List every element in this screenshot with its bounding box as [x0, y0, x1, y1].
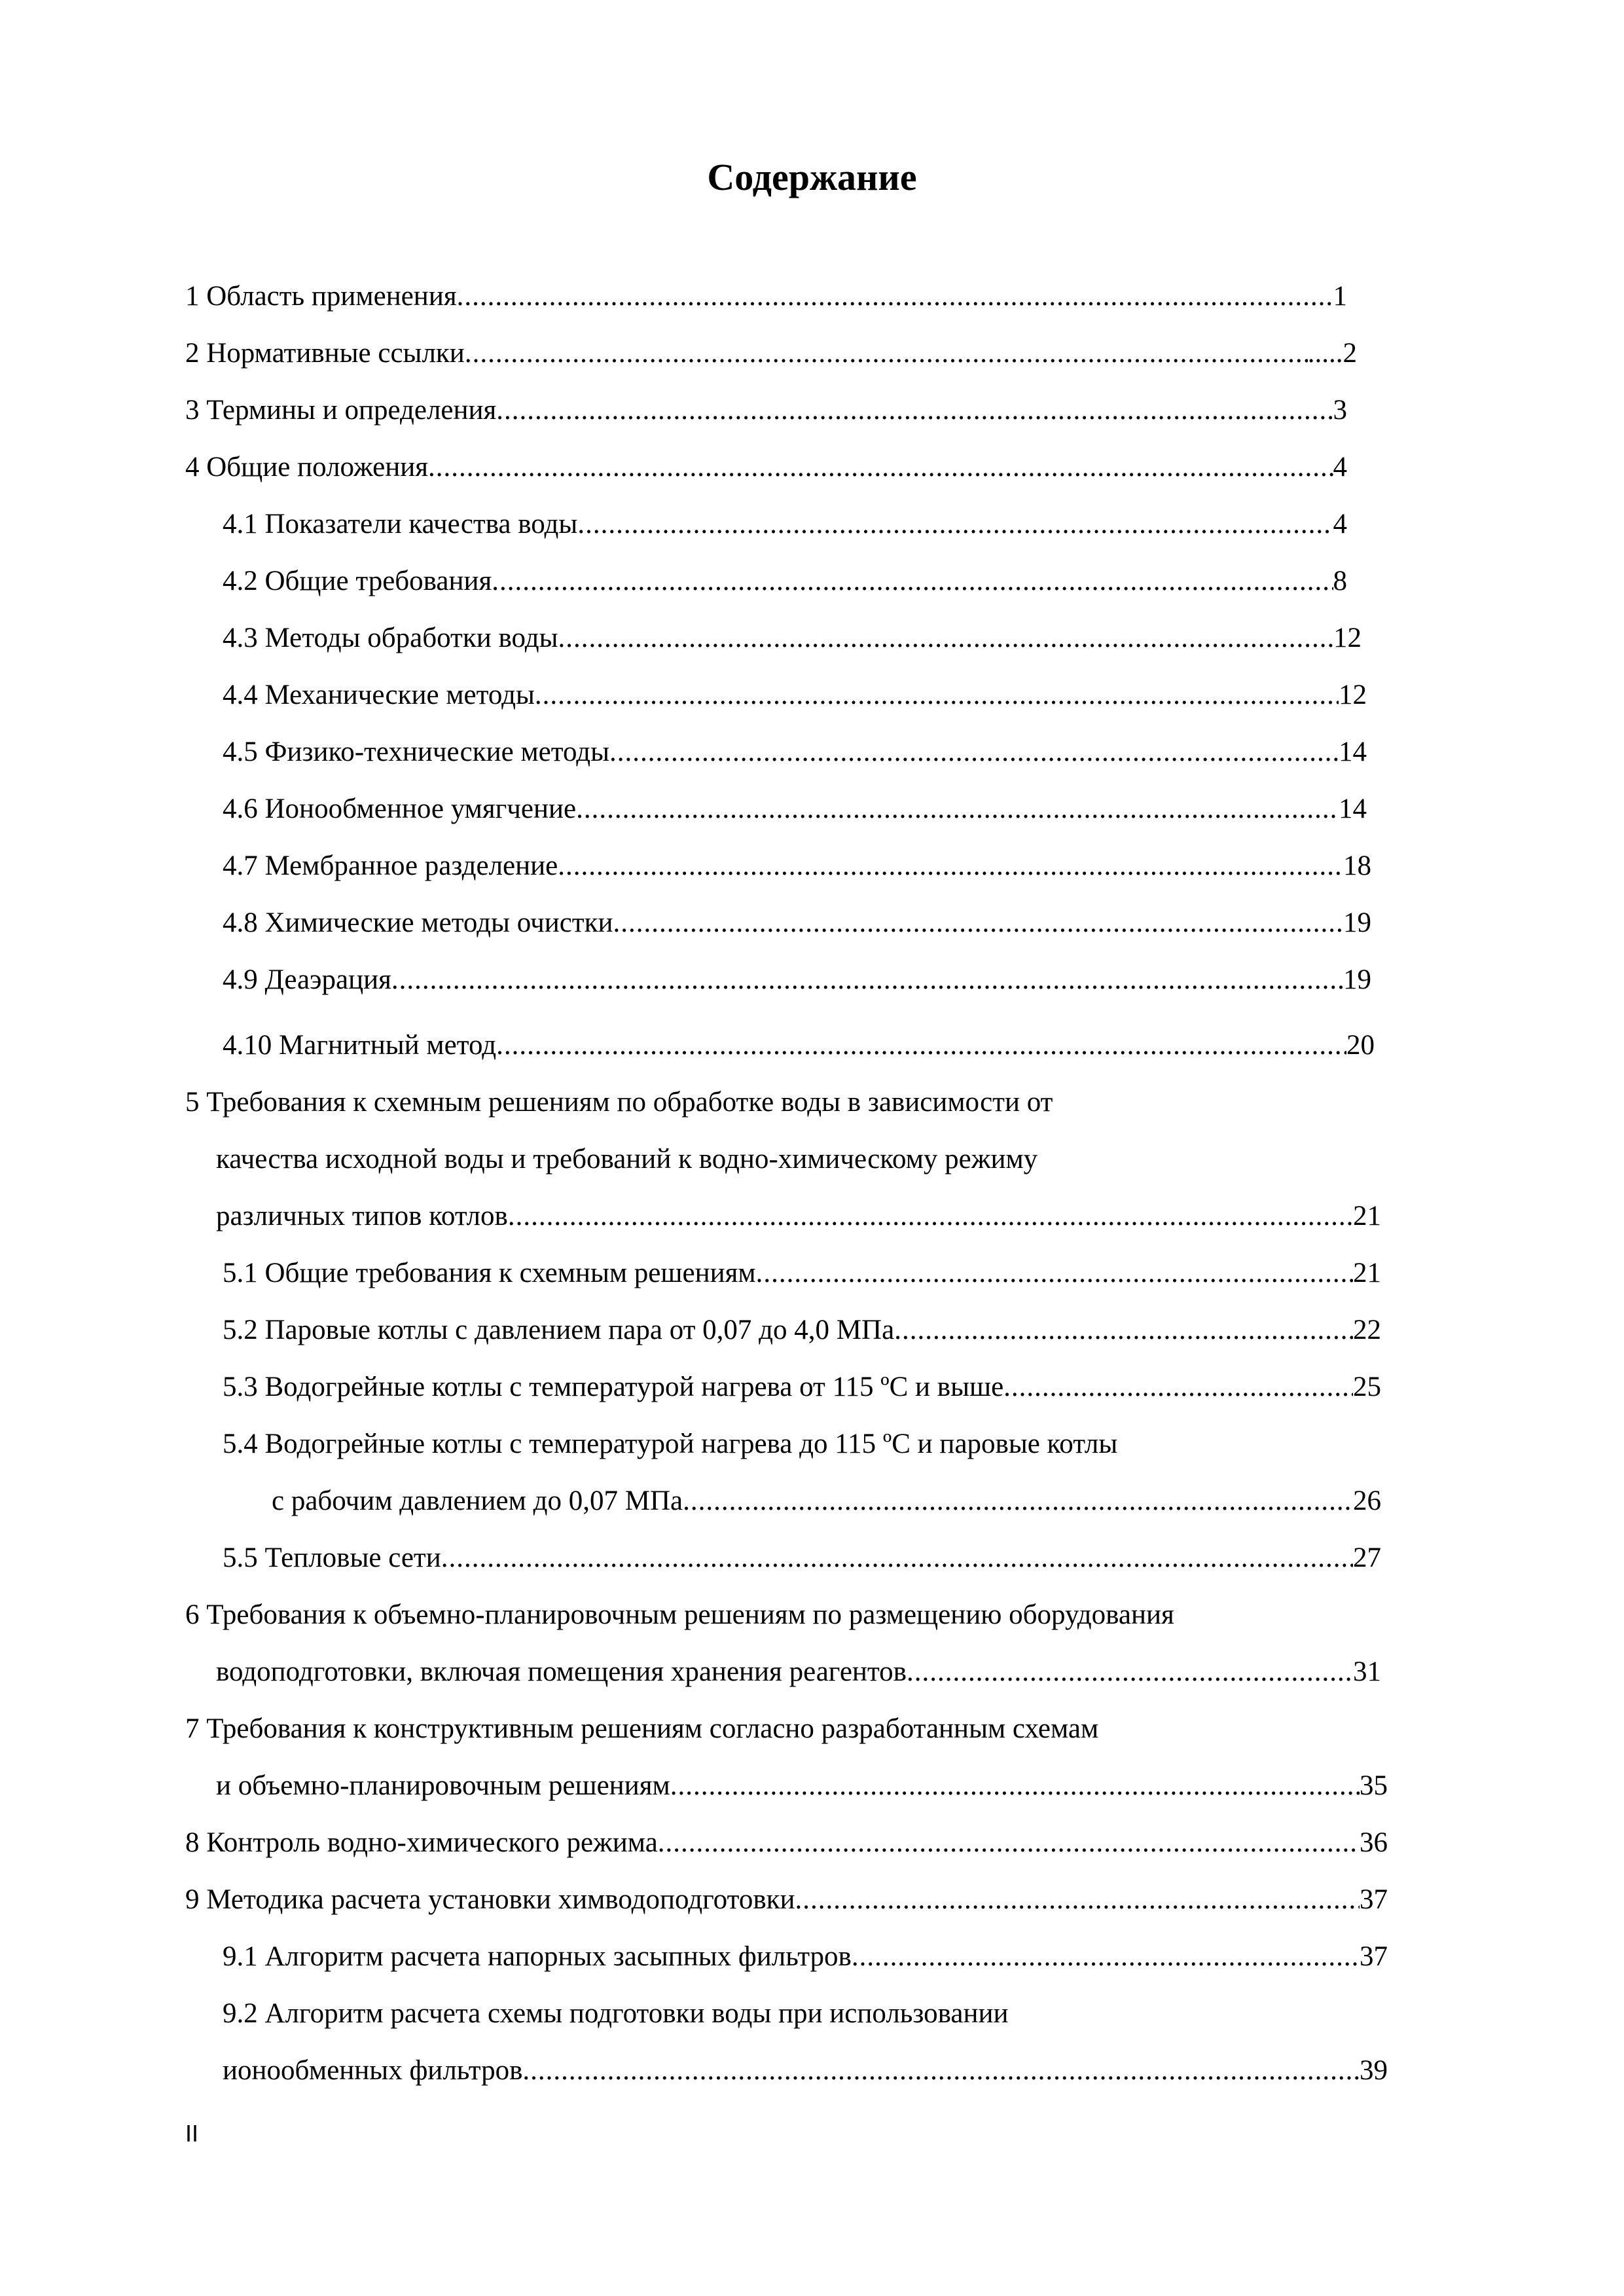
- toc-entry-label: 5.2 Паровые котлы с давлением пара от 0,07 до 4,0 МПа: [223, 1315, 895, 1345]
- toc-entry-5-2[interactable]: [223, 1307, 1381, 1353]
- toc-entry-label: водоподготовки, включая помещения хранения реагентов: [216, 1656, 907, 1687]
- toc-entry-4-3[interactable]: [223, 615, 1362, 661]
- toc-entry-4-7[interactable]: [223, 843, 1371, 889]
- toc-entry-6[interactable]: [216, 1649, 1381, 1695]
- dot-leader: [894, 1307, 1353, 1353]
- toc-entry-page: 14: [1339, 793, 1367, 824]
- toc-entry-1[interactable]: [185, 274, 1347, 319]
- toc-entry-label: 9.1 Алгоритм расчета напорных засыпных фильтров: [223, 1941, 852, 1972]
- dot-leader: [852, 1934, 1360, 1980]
- toc-entry-page: 22: [1353, 1315, 1381, 1345]
- toc-entry-page: 14: [1339, 737, 1367, 767]
- toc-entry-page: 27: [1353, 1542, 1381, 1573]
- dot-leader: [577, 501, 1333, 547]
- toc-entry-4-1[interactable]: [223, 501, 1347, 547]
- toc-entry-5-1[interactable]: [223, 1250, 1381, 1296]
- toc-entry-4-6[interactable]: [223, 786, 1367, 832]
- toc-entry-5-5[interactable]: [223, 1535, 1381, 1581]
- toc-entry-label: 4.7 Мембранное разделение: [223, 850, 558, 881]
- toc-entry-5-3[interactable]: [223, 1364, 1381, 1410]
- dot-leader: [907, 1649, 1353, 1695]
- toc-entry-9-1[interactable]: [223, 1934, 1388, 1980]
- toc-entry-label: 4.8 Химические методы очистки: [223, 907, 613, 938]
- dot-leader: [613, 900, 1344, 946]
- toc-entry-page: 37: [1360, 1884, 1388, 1915]
- dot-leader: [522, 2048, 1360, 2094]
- dot-leader: [795, 1877, 1360, 1923]
- toc-entry-page: 19: [1343, 907, 1371, 938]
- dot-leader: [558, 615, 1333, 661]
- toc-entry-page: 4: [1333, 452, 1347, 483]
- toc-entry-page: 21: [1353, 1258, 1381, 1288]
- toc-entry-page: 4: [1333, 509, 1347, 539]
- toc-entry-5-line-2[interactable]: качества исходной воды и требований к водно-химическому режиму: [216, 1144, 1038, 1175]
- toc-entry-label: 4.2 Общие требования: [223, 566, 492, 596]
- toc-entry-page: 3: [1333, 395, 1347, 426]
- toc-entry-8[interactable]: [185, 1820, 1388, 1866]
- toc-entry-page: 35: [1360, 1770, 1388, 1801]
- toc-entry-page: 19: [1343, 964, 1371, 995]
- toc-entry-page: 12: [1339, 680, 1367, 710]
- toc-entry-9[interactable]: [185, 1877, 1388, 1923]
- toc-entry-page: 37: [1360, 1941, 1388, 1972]
- dot-leader: [683, 1478, 1353, 1524]
- toc-entry-label: 9 Методика расчета установки химводоподготовки: [185, 1884, 795, 1915]
- toc-entry-9-2[interactable]: [223, 2048, 1388, 2094]
- toc-entry-label: 2 Нормативные ссылки: [185, 338, 465, 369]
- toc-entry-label: 5.3 Водогрейные котлы с температурой нагрева от 115 ºС и выше: [223, 1372, 1004, 1402]
- toc-entry-4-10[interactable]: [223, 1023, 1375, 1068]
- page-title: Содержание: [707, 156, 917, 198]
- dot-leader: [508, 1194, 1353, 1239]
- toc-entry-3[interactable]: [185, 388, 1347, 433]
- toc-entry-5-4-line-1[interactable]: 5.4 Водогрейные котлы с температурой нагрева до 115 ºС и паровые котлы: [223, 1429, 1118, 1459]
- toc-entry-page: 36: [1360, 1827, 1388, 1858]
- toc-entry-label: различных типов котлов: [216, 1201, 508, 1231]
- toc-entry-label: 5.5 Тепловые сети: [223, 1542, 441, 1573]
- toc-entry-6-line-1[interactable]: 6 Требования к объемно-планировочным решениям по размещению оборудования: [185, 1599, 1174, 1630]
- toc-entry-4-8[interactable]: [223, 900, 1371, 946]
- toc-entry-label: 3 Термины и определения: [185, 395, 497, 426]
- dot-leader: [535, 672, 1339, 718]
- dot-leader: [1003, 1364, 1353, 1410]
- toc-entry-2[interactable]: [185, 331, 1357, 376]
- dot-leader: [496, 1023, 1346, 1068]
- toc-entry-page: 8: [1333, 566, 1347, 596]
- dot-leader: [756, 1250, 1353, 1296]
- dot-leader: [496, 388, 1333, 433]
- dot-leader: [465, 331, 1308, 376]
- toc-entry-label: 1 Область применения: [185, 281, 457, 312]
- toc-entry-7[interactable]: [216, 1763, 1388, 1809]
- toc-entry-page: 21: [1353, 1201, 1381, 1231]
- toc-entry-page: 31: [1353, 1656, 1381, 1687]
- toc-entry-label: 4.10 Магнитный метод: [223, 1030, 497, 1061]
- toc-entry-4-4[interactable]: [223, 672, 1367, 718]
- toc-entry-label: с рабочим давлением до 0,07 МПа: [272, 1485, 683, 1516]
- toc-entry-label: 4.4 Механические методы: [223, 680, 535, 710]
- toc-entry-4-2[interactable]: [223, 558, 1347, 604]
- toc-entry-label: 8 Контроль водно-химического режима: [185, 1827, 658, 1858]
- dot-leader: [658, 1820, 1360, 1866]
- toc-entry-label: 4.6 Ионообменное умягчение: [223, 793, 577, 824]
- toc-entry-label: 4 Общие положения: [185, 452, 429, 483]
- toc-entry-label: и объемно-планировочным решениям: [216, 1770, 670, 1801]
- toc-entry-page: 12: [1333, 623, 1362, 653]
- toc-entry-page: 25: [1353, 1372, 1381, 1402]
- toc-entry-4-9[interactable]: [223, 957, 1371, 1003]
- toc-entry-label: 4.9 Деаэрация: [223, 964, 391, 995]
- toc-entry-label: 4.3 Методы обработки воды: [223, 623, 558, 653]
- toc-entry-5-4[interactable]: [272, 1478, 1381, 1524]
- toc-entry-4-5[interactable]: [223, 729, 1367, 775]
- toc-entry-label: 5.1 Общие требования к схемным решениям: [223, 1258, 756, 1288]
- toc-entry-page: 20: [1346, 1030, 1375, 1061]
- dot-leader: [457, 274, 1333, 319]
- dot-leader: [391, 957, 1343, 1003]
- toc-entry-label: 4.1 Показатели качества воды: [223, 509, 578, 539]
- toc-entry-label: 4.5 Физико-технические методы: [223, 737, 609, 767]
- dot-leader: [428, 445, 1333, 490]
- toc-entry-page: 26: [1353, 1485, 1381, 1516]
- toc-entry-page: 1: [1333, 281, 1347, 312]
- toc-entry-9-2-line-1[interactable]: 9.2 Алгоритм расчета схемы подготовки воды при использовании: [223, 1998, 1009, 2029]
- dot-leader: [609, 729, 1339, 775]
- page-number-roman: II: [185, 2120, 199, 2147]
- toc-entry-page: .....2: [1307, 338, 1357, 369]
- dot-leader: [670, 1763, 1360, 1809]
- dot-leader: [441, 1535, 1353, 1581]
- toc-entry-page: 18: [1343, 850, 1371, 881]
- toc-entry-5[interactable]: [216, 1194, 1381, 1239]
- dot-leader: [576, 786, 1339, 832]
- toc-entry-5-line-1[interactable]: 5 Требования к схемным решениям по обработке воды в зависимости от: [185, 1087, 1053, 1118]
- dot-leader: [492, 558, 1333, 604]
- toc-entry-7-line-1[interactable]: 7 Требования к конструктивным решениям согласно разработанным схемам: [185, 1713, 1099, 1744]
- toc-entry-page: 39: [1360, 2055, 1388, 2086]
- dot-leader: [558, 843, 1343, 889]
- toc-entry-label: ионообменных фильтров: [223, 2055, 523, 2086]
- toc-entry-4[interactable]: [185, 445, 1347, 490]
